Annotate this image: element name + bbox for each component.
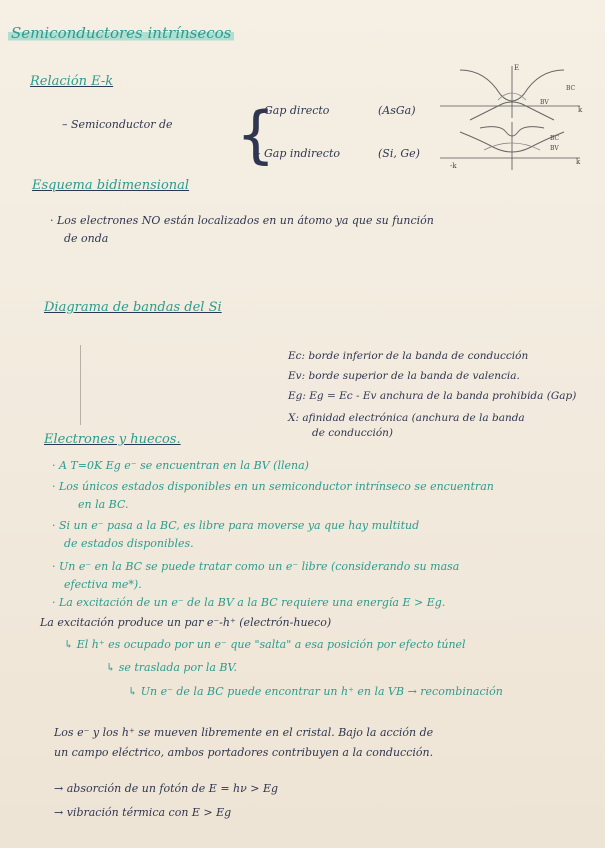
bullet-2: · Los únicos estados disponibles en un semiconductor intrínseco se encuentran xyxy=(52,480,494,493)
gap-directo-example: (AsGa) xyxy=(378,104,416,117)
direct-k-label: k xyxy=(578,106,583,114)
indirect-k-label: k xyxy=(576,158,581,166)
heading-relacion: Relación E-k xyxy=(30,74,114,89)
method-2: → vibración térmica con E > Eg xyxy=(54,806,232,819)
bullet-3: · Si un e⁻ pasa a la BC, es libre para moverse ya que hay multitud xyxy=(52,519,420,532)
brace-symbol: { xyxy=(236,98,276,171)
gap-directo: – Gap directo xyxy=(255,104,330,117)
heading-esquema: Esquema bidimensional xyxy=(32,178,190,193)
legend-x-line-2: de conducción) xyxy=(312,427,394,439)
gap-indirecto: – Gap indirecto xyxy=(255,147,341,160)
conclusion-line-1: Los e⁻ y los h⁺ se mueven libremente en el cristal. Bajo la acción de xyxy=(54,726,434,739)
diagram-placeholder-line xyxy=(80,345,81,425)
page-title: Semiconductores intrínsecos xyxy=(8,24,234,42)
par-line: La excitación produce un par e⁻-h⁺ (electrón-hueco) xyxy=(40,616,332,629)
par-arrow-2: ↳ se traslada por la BV. xyxy=(106,661,238,674)
conclusion-line-2: un campo eléctrico, ambos portadores contribuyen a la conducción. xyxy=(54,746,434,759)
bullet-1: · A T=0K Eg e⁻ se encuentran en la BV (llena) xyxy=(52,459,309,472)
bullet-4-cont: efectiva me*). xyxy=(64,578,142,591)
direct-bv-label: BV xyxy=(540,99,549,106)
indirect-gap-sketch xyxy=(440,120,590,180)
legend-eg: Eg: Eg = Ec - Ev anchura de la banda prohibida (Gap) xyxy=(288,390,577,402)
esquema-line-1: · Los electrones NO están localizados en un átomo ya que su función xyxy=(50,214,434,227)
indirect-bc-label: BC xyxy=(550,135,560,142)
bullet-5: · La excitación de un e⁻ de la BV a la BC requiere una energía E > Eg. xyxy=(52,596,446,609)
indirect-bv-label: BV xyxy=(550,145,559,152)
heading-electrones: Electrones y huecos. xyxy=(44,432,181,447)
legend-x-line-1: X: afinidad electrónica (anchura de la banda xyxy=(288,412,525,424)
indirect-neg-k-label: -k xyxy=(450,162,457,170)
bullet-3-cont: de estados disponibles. xyxy=(64,537,194,550)
method-1: → absorción de un fotón de E = hν > Eg xyxy=(54,782,279,795)
direct-e-label: E xyxy=(514,64,520,72)
par-arrow-3: ↳ Un e⁻ de la BC puede encontrar un h⁺ en la VB → recombinación xyxy=(128,685,503,698)
legend-ec: Ec: borde inferior de la banda de conducción xyxy=(288,350,529,362)
bullet-4: · Un e⁻ en la BC se puede tratar como un e⁻ libre (considerando su masa xyxy=(52,560,460,573)
par-arrow-1: ↳ El h⁺ es ocupado por un e⁻ que "salta" a esa posición por efecto túnel xyxy=(64,638,466,651)
esquema-line-2: de onda xyxy=(64,232,109,245)
gap-indirecto-example: (Si, Ge) xyxy=(378,147,420,160)
legend-ev: Ev: borde superior de la banda de valencia. xyxy=(288,370,520,382)
direct-gap-sketch xyxy=(440,60,590,122)
heading-diagrama: Diagrama de bandas del Si xyxy=(44,300,222,315)
gap-intro: – Semiconductor de xyxy=(62,118,173,131)
bullet-2-cont: en la BC. xyxy=(78,498,129,511)
direct-bc-label: BC xyxy=(566,85,576,92)
